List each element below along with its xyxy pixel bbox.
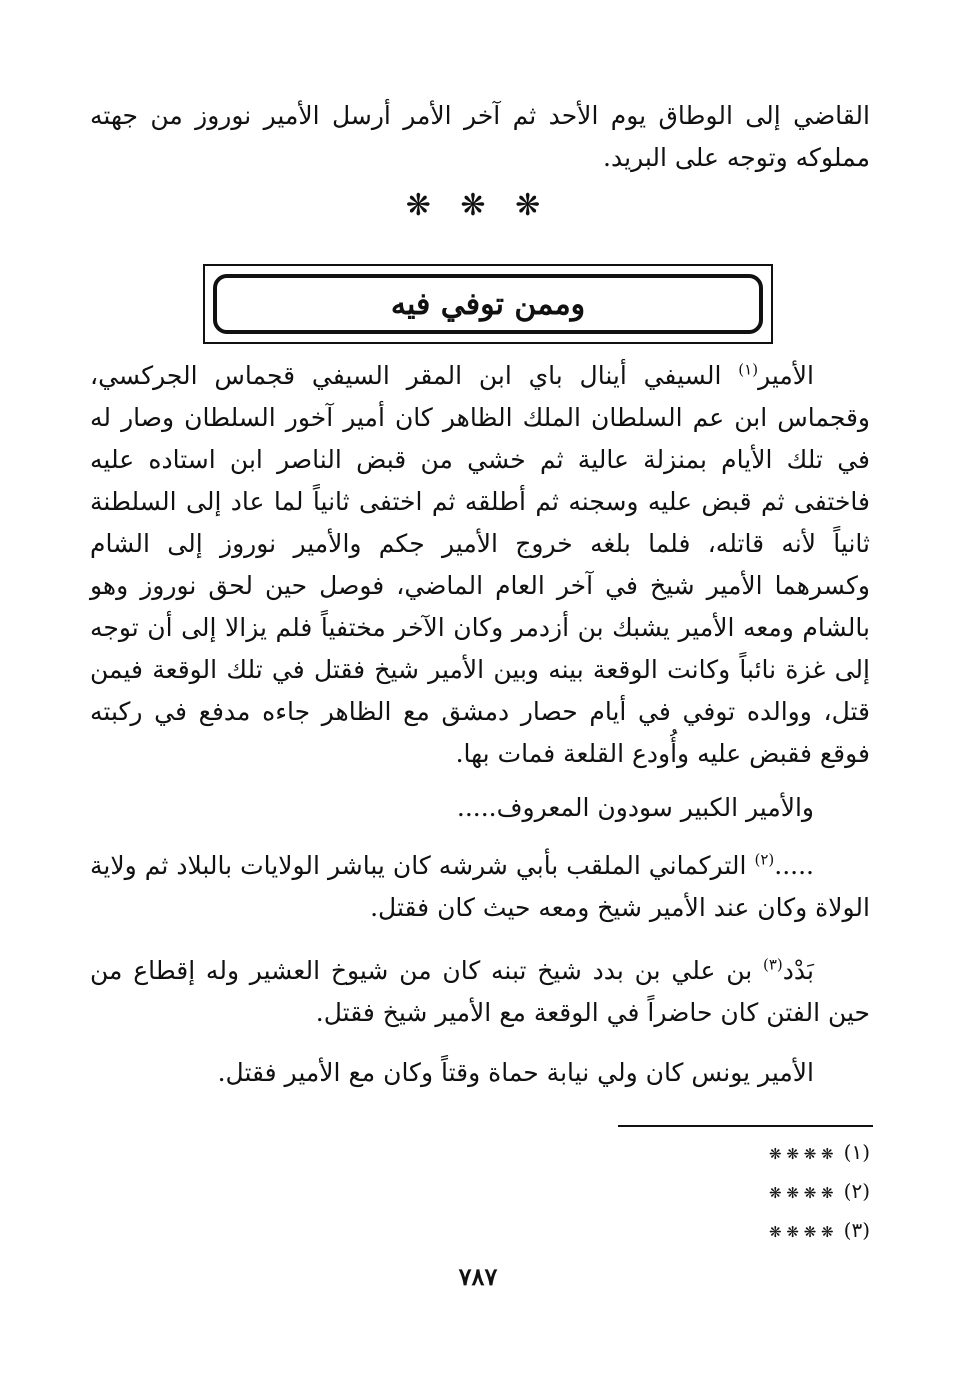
- entry-turkmani: [90, 845, 870, 929]
- footnote-separator: [618, 1125, 873, 1127]
- footnote-number: (٢): [843, 1179, 870, 1203]
- footnote-item: [769, 1173, 870, 1212]
- footnote-ref-2[interactable]: (٢): [754, 850, 775, 869]
- footnote-ref-3[interactable]: (٣): [763, 955, 783, 974]
- entry-lead-word: بَدْد: [782, 956, 814, 985]
- footnote-ref-1[interactable]: (١): [738, 360, 759, 379]
- footnote-number: (٣): [843, 1218, 870, 1242]
- entry-lead-word: .....: [774, 851, 814, 880]
- footnotes-list: [769, 1134, 870, 1251]
- section-title: وممن توفي فيه: [390, 286, 586, 322]
- entry-yunus: الأمير يونس كان ولي نيابة حماة وقتاً وكان مع الأمير فقتل.: [217, 1058, 814, 1087]
- entry-lead-word: الأمير: [758, 361, 814, 390]
- section-divider-ornament: ❋ ❋ ❋: [405, 188, 551, 223]
- footnote-number: (١): [843, 1140, 870, 1164]
- entry-body: السيفي أينال باي ابن المقر السيفي قجماس الجركسي، وقجماس ابن عم السلطان الملك الظاهر كان أمير آخور السلطان وصار له في تلك الأيام بمنزلة عالية ثم خشي من قبض الناصر ابن استاده عليه فاختفى ثم قبض عليه وسجنه ثم أطلقه ثم اختفى ثانياً لما عاد إلى السلطنة ثانياً لأنه قاتله، فلما بلغه خروج الأمير جكم والأمير نوروز إلى الشام وكسرهما الأمير شيخ في آخر العام الماضي، فوصل حين لحق نوروز وهو بالشام ومعه الأمير يشبك بن أزدمر وكان الآخر مختفياً فلم يزالا إلى أن توجه إلى غزة نائباً وكانت الوقعة بينه وبين الأمير شيخ فقتل في تلك الوقعة فيمن قتل، ووالده توفي في أيام حصار دمشق مع الظاهر جاءه مدفع في ركبته فوقع فقبض عليه وأُودع القلعة فمات بها.: [90, 361, 870, 768]
- entry-sudun: والأمير الكبير سودون المعروف.....: [456, 793, 814, 822]
- footnote-item: [769, 1212, 870, 1251]
- entry-badd: [90, 950, 870, 1034]
- continued-paragraph: القاضي إلى الوطاق يوم الأحد ثم آخر الأمر أرسل الأمير نوروز من جهته مملوكه وتوجه على البريد.: [90, 101, 870, 172]
- section-title-inner-frame: [213, 274, 763, 334]
- footnote-item: [769, 1134, 870, 1173]
- entry-body: بن علي بن بدد شيخ تبنه كان من شيوخ العشير وله إقطاع من حين الفتن كان حاضراً في الوقعة مع الأمير شيخ فقتل.: [90, 956, 870, 1027]
- footnote-text: ❋ ❋ ❋ ❋: [769, 1145, 834, 1163]
- page-number: ٧٨٧: [458, 1262, 498, 1291]
- section-title-frame: [203, 264, 773, 344]
- entry-body: التركماني الملقب بأبي شرشه كان يباشر الولايات بالبلاد ثم ولاية الولاة وكان عند الأمير شيخ ومعه حيث كان فقتل.: [90, 851, 870, 922]
- footnote-text: ❋ ❋ ❋ ❋: [769, 1223, 834, 1241]
- footnote-text: ❋ ❋ ❋ ❋: [769, 1184, 834, 1202]
- entry-inal-bay: [90, 355, 870, 775]
